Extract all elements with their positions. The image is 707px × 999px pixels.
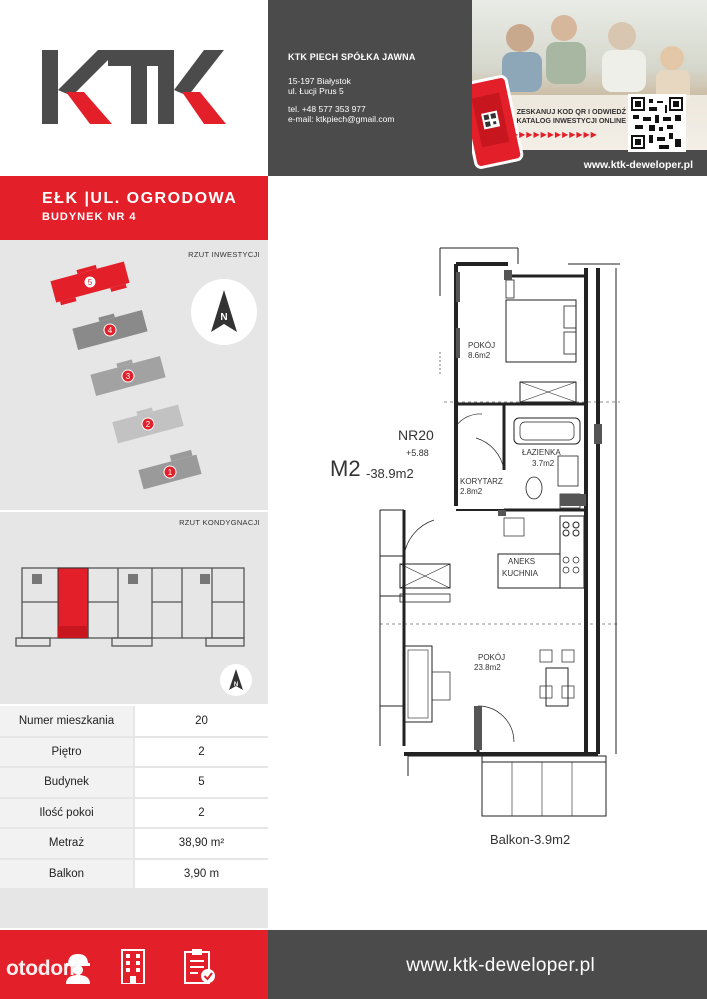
table-row — [0, 828, 268, 859]
ktk-logo — [0, 0, 268, 176]
spec-key: Piętro — [0, 737, 134, 768]
qr-instruction-line2: KATALOG INWESTYCJI ONLINE — [516, 115, 626, 125]
spec-key: Budynek — [0, 767, 134, 798]
room-name: ŁAZIENKA — [522, 448, 561, 457]
unit-area: -38.9m2 — [366, 466, 414, 481]
spec-key: Metraż — [0, 828, 134, 859]
address-line2: ul. Łucji Prus 5 — [288, 86, 344, 96]
company-info — [268, 0, 472, 176]
promo-url[interactable]: www.ktk-deweloper.pl — [583, 159, 693, 171]
compass-small-icon — [220, 664, 252, 696]
spec-value: 2 — [134, 737, 268, 768]
investment-plan-label: RZUT INWESTYCJI — [188, 250, 260, 259]
room-area: KUCHNIA — [502, 569, 539, 578]
building-icon — [118, 948, 148, 984]
building-3-number: 3 — [125, 372, 131, 381]
room-name: KORYTARZ — [460, 477, 503, 486]
spacer — [0, 890, 268, 928]
phone-number: tel. +48 577 353 977 — [288, 104, 366, 114]
unit-level: +5.88 — [406, 448, 429, 458]
unit-type: M2 — [330, 456, 361, 481]
table-row — [0, 798, 268, 829]
room-name: POKÓJ — [468, 341, 496, 350]
building-4-number: 4 — [107, 326, 113, 335]
building-2-number: 2 — [145, 420, 151, 429]
investment-site-map — [0, 240, 268, 510]
logo-area — [0, 0, 268, 176]
table-row — [0, 859, 268, 890]
qr-instruction — [494, 108, 626, 125]
room-area: 3.7m2 — [532, 459, 555, 468]
spec-value: 38,90 m² — [134, 828, 268, 859]
floor-plan-mini — [0, 512, 268, 704]
room-area: 8.6m2 — [468, 351, 491, 360]
table-row — [0, 767, 268, 798]
building-1-number: 1 — [167, 468, 173, 477]
qr-code[interactable] — [628, 94, 686, 152]
location-title: EŁK |UL. OGRODOWA — [42, 190, 238, 207]
table-row — [0, 706, 268, 737]
checklist-icon — [182, 948, 216, 984]
table-row — [0, 737, 268, 768]
apartment-specs-table — [0, 706, 268, 890]
room-area: 2.8m2 — [460, 487, 483, 496]
investment-plan-panel — [0, 240, 268, 510]
svg-text:N: N — [233, 682, 239, 688]
room-name: ANEKS — [508, 557, 536, 566]
footer-website-link[interactable]: www.ktk-deweloper.pl — [406, 955, 595, 976]
floor-plan-panel — [0, 512, 268, 704]
address-line1: 15-197 Białystok — [288, 76, 351, 86]
compass-icon — [191, 279, 257, 345]
spec-value: 2 — [134, 798, 268, 829]
apartment-floor-plan — [268, 176, 707, 930]
spec-value: 20 — [134, 706, 268, 737]
spec-value: 5 — [134, 767, 268, 798]
svg-text:N: N — [220, 312, 228, 323]
otodom-watermark: otodom — [6, 957, 82, 980]
room-area: 23.8m2 — [474, 663, 501, 672]
email-address: e-mail: ktkpiech@gmail.com — [288, 114, 395, 124]
spec-key: Balkon — [0, 859, 134, 890]
qr-instruction-line1: ZESKANUJ KOD QR I ODWIEDŹ — [516, 107, 626, 116]
footer-bar — [268, 930, 707, 999]
spec-value: 3,90 m — [134, 859, 268, 890]
spec-key: Ilość pokoi — [0, 798, 134, 829]
company-name: KTK PIECH SPÓŁKA JAWNA — [288, 52, 416, 62]
arrow-row: ▶▶▶▶▶▶▶▶▶▶▶▶ — [512, 130, 598, 139]
qr-promo — [472, 0, 707, 176]
balcony-label: Balkon-3.9m2 — [490, 832, 571, 847]
building-title: BUDYNEK NR 4 — [42, 211, 137, 223]
room-name: POKÓJ — [478, 653, 506, 662]
title-band — [0, 176, 268, 240]
building-5-number: 5 — [87, 278, 93, 287]
unit-number: NR20 — [398, 427, 434, 443]
spec-key: Numer mieszkania — [0, 706, 134, 737]
floor-plan-label: RZUT KONDYGNACJI — [179, 518, 260, 527]
